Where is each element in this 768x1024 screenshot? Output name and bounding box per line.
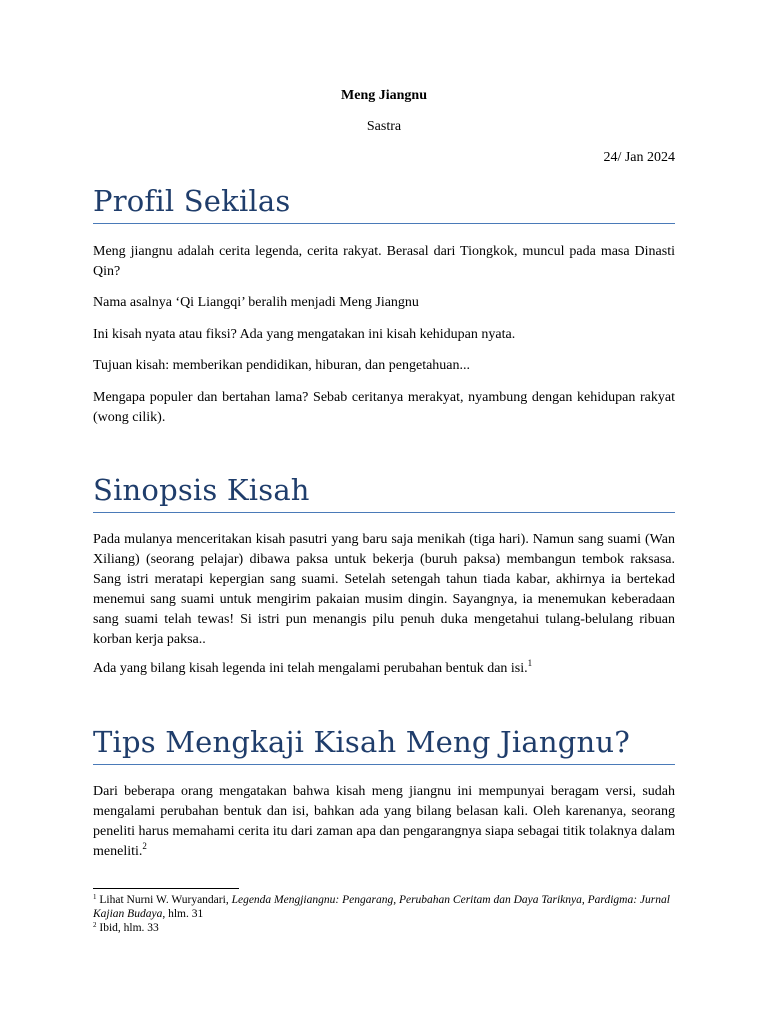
section-heading-profil: Profil Sekilas (93, 183, 675, 224)
paragraph: Mengapa populer dan bertahan lama? Sebab ceritanya merakyat, nyambung dengan kehidupan rakyat (wong cilik). (93, 390, 675, 425)
section-heading-tips: Tips Mengkaji Kisah Meng Jiangnu? (93, 724, 675, 765)
footnote-ref[interactable]: 1 (527, 658, 533, 668)
paragraph-text: Dari beberapa orang mengatakan bahwa kisah meng jiangnu ini mempunyai beragam versi, sudah mengalami perubahan bentuk dan isi, bahkan ada yang bilang belasan kali. Oleh karenanya, seorang peneliti harus memahami cerita itu dari zaman apa dan pengarangnya siapa sebagai titik tolaknya dalam meneliti. (93, 784, 675, 859)
paragraph (93, 659, 675, 679)
paragraph: Tujuan kisah: memberikan pendidikan, hiburan, dan pengetahuan... (93, 358, 471, 373)
paragraph: Nama asalnya ‘Qi Liangqi’ beralih menjadi Meng Jiangnu (93, 295, 419, 310)
footnote-1: $^1$ Lihat Nurni W. Wuryandari, Legenda Mengjiangnu: Pengarang, Perubahan Ceritam dan Daya Tariknya, Pardigma: Jurnal Kajian Budaya, hlm. 31 (93, 893, 670, 920)
footnote-separator (93, 888, 239, 889)
document-title: Meng Jiangnu (341, 88, 427, 103)
footnote-ref[interactable]: 2 (142, 841, 147, 851)
document-date: 24/ Jan 2024 (603, 150, 675, 165)
paragraph (93, 782, 675, 862)
section-heading-sinopsis: Sinopsis Kisah (93, 472, 675, 513)
citation-title: Legenda Mengjiangnu: Pengarang, Perubahan Ceritam dan Daya Tariknya, Pardigma: Jurnal Kajian Budaya (93, 894, 670, 920)
footnote-2: $^2$ Ibid, hlm. 33 (93, 921, 159, 934)
paragraph: Pada mulanya menceritakan kisah pasutri yang baru saja menikah (tiga hari). Namun sang suami (Wan Xiliang) (seorang pelajar) dibawa paksa untuk bekerja (buruh paksa) membangun tembok raksasa. Sang istri meratapi kepergian sang suami. Setelah setengah tahun tiada kabar, akhirnya ia bertekad menemui sang suami untuk mengirim pakaian musim dingin. Sayangnya, ia menemukan keberadaan sang suami telah tewas! Si istri pun menangis pilu penuh duka mengetahui tulang-belulang ribuan korban kerja paksa.. (93, 532, 675, 647)
paragraph: Meng jiangnu adalah cerita legenda, cerita rakyat. Berasal dari Tiongkok, muncul pada masa Dinasti Qin? (93, 244, 675, 279)
document-subject: Sastra (366, 119, 402, 134)
paragraph-text: Ada yang bilang kisah legenda ini telah mengalami perubahan bentuk dan isi. (93, 661, 528, 676)
paragraph: Ini kisah nyata atau fiksi? Ada yang mengatakan ini kisah kehidupan nyata. (93, 327, 516, 342)
